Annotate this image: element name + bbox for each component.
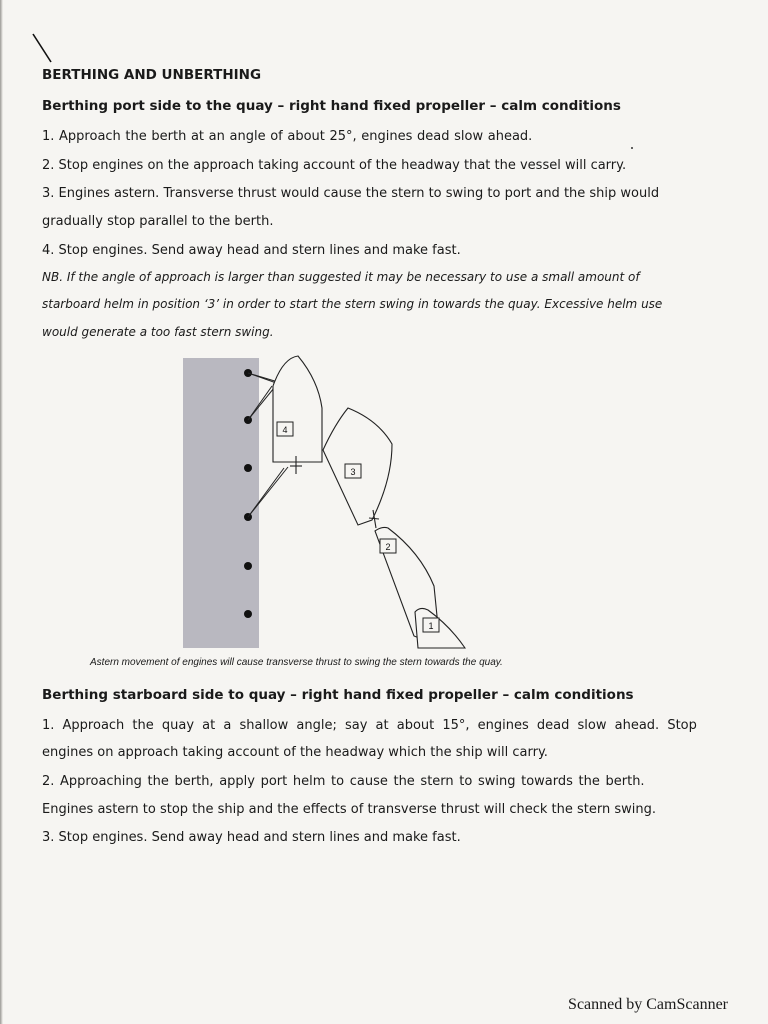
quay <box>183 358 259 648</box>
starboard-step-2: 2. Approaching the berth, apply port helm to cause the stern to swing towards the berth. <box>42 774 645 789</box>
port-step-2: 2. Stop engines on the approach taking account of the headway that the vessel will carry. <box>42 158 627 173</box>
port-step-3-cont: gradually stop parallel to the berth. <box>42 214 274 229</box>
starboard-side-title: Berthing starboard side to quay – right hand fixed propeller – calm conditions <box>42 687 634 703</box>
label-1: 1 <box>428 621 434 631</box>
diagram-caption: Astern movement of engines will cause transverse thrust to swing the stern towards the quay. <box>90 657 503 668</box>
note-line-2: starboard helm in position ‘3’ in order to start the stern swing in towards the quay. Excessive helm use <box>42 297 663 311</box>
port-step-1: 1. Approach the berth at an angle of about 25°, engines dead slow ahead. <box>42 129 533 144</box>
label-2: 2 <box>385 542 391 552</box>
note-line-1: NB. If the angle of approach is larger than suggested it may be necessary to use a small amount of <box>42 270 640 284</box>
scan-speck <box>631 147 633 149</box>
page-edge-shadow <box>0 0 3 1024</box>
label-3: 3 <box>350 467 356 477</box>
starboard-step-3: 3. Stop engines. Send away head and stern lines and make fast. <box>42 830 461 845</box>
port-step-3: 3. Engines astern. Transverse thrust would cause the stern to swing to port and the ship would <box>42 186 660 201</box>
label-4: 4 <box>282 425 288 435</box>
starboard-step-1-cont: engines on approach taking account of the headway which the ship will carry. <box>42 745 548 760</box>
scanner-watermark: Scanned by CamScanner <box>568 996 728 1013</box>
starboard-step-2-cont: Engines astern to stop the ship and the effects of transverse thrust will check the stern swing. <box>42 802 657 817</box>
note-line-3: would generate a too fast stern swing. <box>42 325 274 339</box>
berthing-diagram <box>170 350 480 654</box>
port-side-title: Berthing port side to the quay – right hand fixed propeller – calm conditions <box>42 98 621 114</box>
port-step-4: 4. Stop engines. Send away head and stern lines and make fast. <box>42 243 461 258</box>
pen-mark <box>30 32 56 66</box>
ship-position-4 <box>273 356 322 474</box>
section-title: BERTHING AND UNBERTHING <box>42 67 262 83</box>
starboard-step-1: 1. Approach the quay at a shallow angle; say at about 15°, engines dead slow ahead. Stop <box>42 718 697 733</box>
